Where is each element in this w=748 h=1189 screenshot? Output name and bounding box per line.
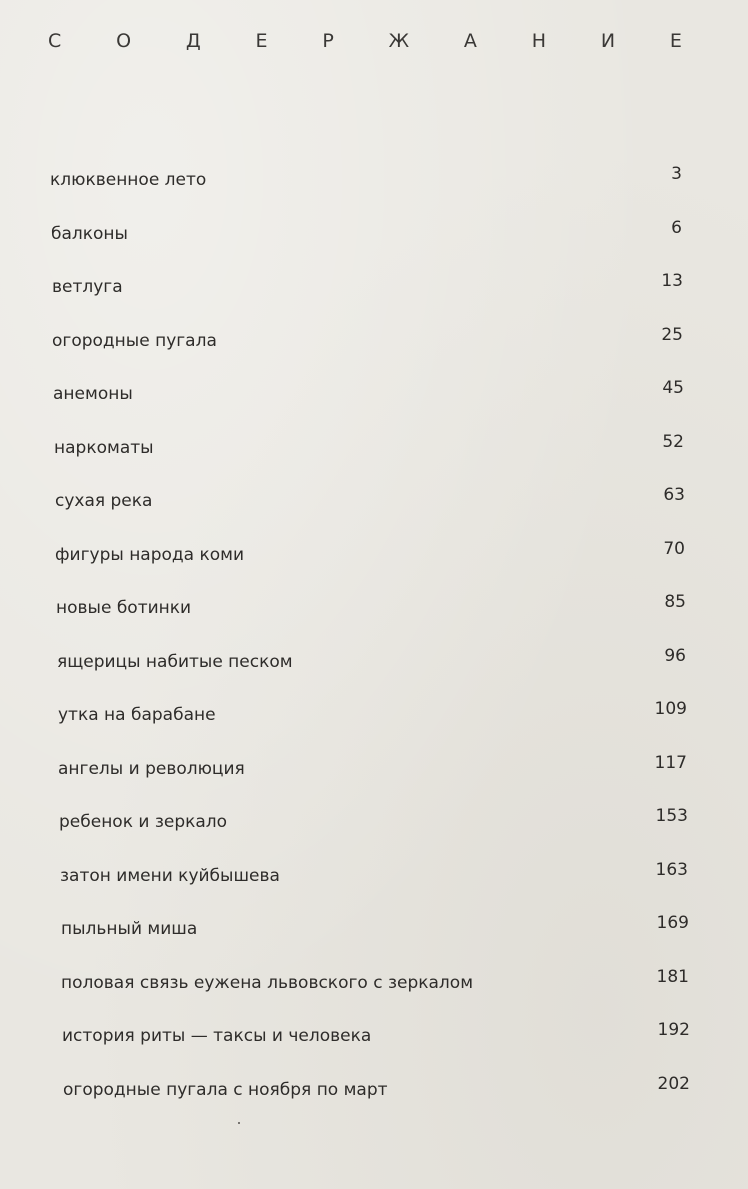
toc-entry <box>61 913 689 942</box>
toc-entry <box>57 646 686 675</box>
toc-entry-title: огородные пугала <box>52 331 217 351</box>
heading-letter: И <box>600 30 616 52</box>
toc-entry <box>51 218 682 247</box>
toc-entry-page-number: 25 <box>661 325 683 345</box>
toc-entry-title: ангелы и революция <box>58 759 245 779</box>
toc-entry-title: клюквенное лето <box>50 170 207 190</box>
toc-entry-page-number: 153 <box>655 806 688 826</box>
toc-entry-title: балконы <box>51 224 128 244</box>
heading-letter: Е <box>669 30 682 52</box>
toc-entry <box>52 325 683 354</box>
toc-entry-title: фигуры народа коми <box>55 545 245 565</box>
toc-entry <box>58 753 687 782</box>
toc-entry-title: половая связь еужена львовского с зеркалом <box>61 973 474 993</box>
toc-entry-page-number: 52 <box>662 432 684 452</box>
toc-entry-page-number: 109 <box>654 699 687 719</box>
toc-entry-page-number: 181 <box>656 967 689 987</box>
toc-entry-title: ребенок и зеркало <box>59 812 228 832</box>
toc-entry-title: затон имени куйбышева <box>60 866 280 886</box>
toc-entry-page-number: 169 <box>656 913 689 933</box>
toc-entry-title: новые ботинки <box>56 598 192 618</box>
toc-entry <box>59 806 688 835</box>
toc-entry <box>50 164 682 193</box>
toc-entry-page-number: 45 <box>662 378 684 398</box>
toc-entry-page-number: 163 <box>655 860 688 880</box>
toc-entry-title: история риты — таксы и человека <box>62 1026 372 1046</box>
toc-entry-page-number: 63 <box>663 485 685 505</box>
toc-entry-page-number: 202 <box>657 1074 690 1094</box>
toc-entry-title: наркоматы <box>54 438 154 458</box>
toc-entry-title: сухая река <box>55 491 153 511</box>
toc-entry <box>53 378 684 407</box>
toc-entry-title: ветлуга <box>52 277 123 297</box>
toc-entry <box>63 1074 690 1103</box>
toc-entry <box>56 592 686 621</box>
heading-letter: Ж <box>388 30 410 52</box>
toc-entry <box>62 1020 690 1049</box>
toc-entry <box>55 485 685 514</box>
toc-entry-page-number: 70 <box>663 539 685 559</box>
heading-letter: Е <box>255 30 268 52</box>
toc-entry-page-number: 3 <box>671 164 682 184</box>
toc-entry-page-number: 6 <box>671 218 682 238</box>
heading-letter: С <box>48 30 62 52</box>
toc-entry <box>55 539 685 568</box>
toc-entry-page-number: 117 <box>654 753 687 773</box>
toc-entry-page-number: 85 <box>664 592 686 612</box>
toc-entry-title: ящерицы набитые песком <box>57 652 293 672</box>
toc-entry-title: пыльный миша <box>61 919 198 939</box>
toc-entry-page-number: 96 <box>664 646 686 666</box>
heading-letter: А <box>463 30 477 52</box>
toc-entry <box>54 432 684 461</box>
toc-entry-page-number: 192 <box>657 1020 690 1040</box>
toc-entry-title: утка на барабане <box>58 705 216 725</box>
heading-letter: Р <box>322 30 334 52</box>
heading-letter: Н <box>531 30 547 52</box>
toc-entry <box>58 699 687 728</box>
heading-letter: О <box>116 30 132 52</box>
toc-entry <box>61 967 689 996</box>
toc-entry <box>52 271 683 300</box>
toc-entry <box>60 860 688 889</box>
heading-letter: Д <box>185 30 201 52</box>
paper-speck <box>238 1122 240 1124</box>
toc-entry-page-number: 13 <box>661 271 683 291</box>
toc-entry-title: анемоны <box>53 384 133 404</box>
toc-entry-title: огородные пугала с ноября по март <box>63 1080 388 1100</box>
